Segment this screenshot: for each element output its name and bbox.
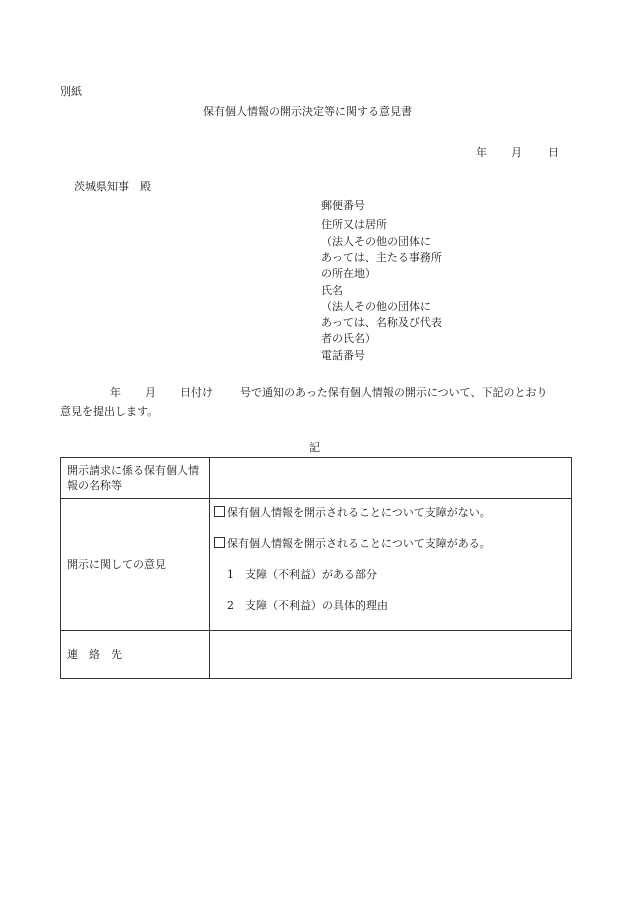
option-obstacle-text: 保有個人情報を開示されることについて支障がある。 [227,537,491,550]
date-day: 日 [548,146,559,159]
name-note-2: あっては、名称及び代表 [321,316,442,329]
address-note-3: の所在地） [321,267,376,280]
addressee: 茨城県知事 殿 [74,180,151,193]
opinion-table [60,457,572,679]
annex-label: 別紙 [60,85,82,98]
contact-input[interactable] [210,631,572,679]
name-note-1: （法人その他の団体に [321,300,431,313]
contact-label-cell [61,631,210,679]
phone-label: 電話番号 [321,349,365,362]
contact-label: 連 絡 先 [67,648,122,661]
opinion-label-cell [61,499,210,631]
disclosure-info-label: 開示請求に係る保有個人情報の名称等 [67,464,199,492]
address-label: 住所又は居所 [321,218,387,231]
body-year: 年 [110,386,121,399]
body-line1-rest: 号で通知のあった保有個人情報の開示について、下記のとおり [240,386,548,399]
address-note-2: あっては、主たる事務所 [321,251,442,264]
no-obstacle-checkbox[interactable] [214,506,225,517]
disclosure-info-label-cell [61,458,210,499]
name-note-3: 者の氏名） [321,332,376,345]
obstacle-reason-item: 2 支障（不利益）の具体的理由 [227,599,388,612]
name-label: 氏名 [321,284,343,297]
ki-heading: 記 [309,441,320,454]
date-year: 年 [476,146,487,159]
option-no-obstacle-text: 保有個人情報を開示されることについて支障がない。 [227,506,491,519]
obstacle-part-item: 1 支障（不利益）がある部分 [227,568,377,581]
postal-code-label: 郵便番号 [321,199,365,212]
table-row [61,458,572,499]
date-month: 月 [511,146,522,159]
body-line2: 意見を提出します。 [60,405,159,418]
opinion-label: 開示に関しての意見 [67,558,166,571]
body-month: 月 [145,386,156,399]
document-title: 保有個人情報の開示決定等に関する意見書 [203,105,412,118]
table-row [61,499,572,631]
body-dated: 日付け [180,386,213,399]
address-note-1: （法人その他の団体に [321,235,431,248]
option-no-obstacle[interactable] [214,506,491,518]
disclosure-info-input[interactable] [210,458,572,499]
opinion-options-cell [210,499,572,631]
obstacle-checkbox[interactable] [214,537,225,548]
option-obstacle[interactable] [214,537,491,549]
table-row [61,631,572,679]
